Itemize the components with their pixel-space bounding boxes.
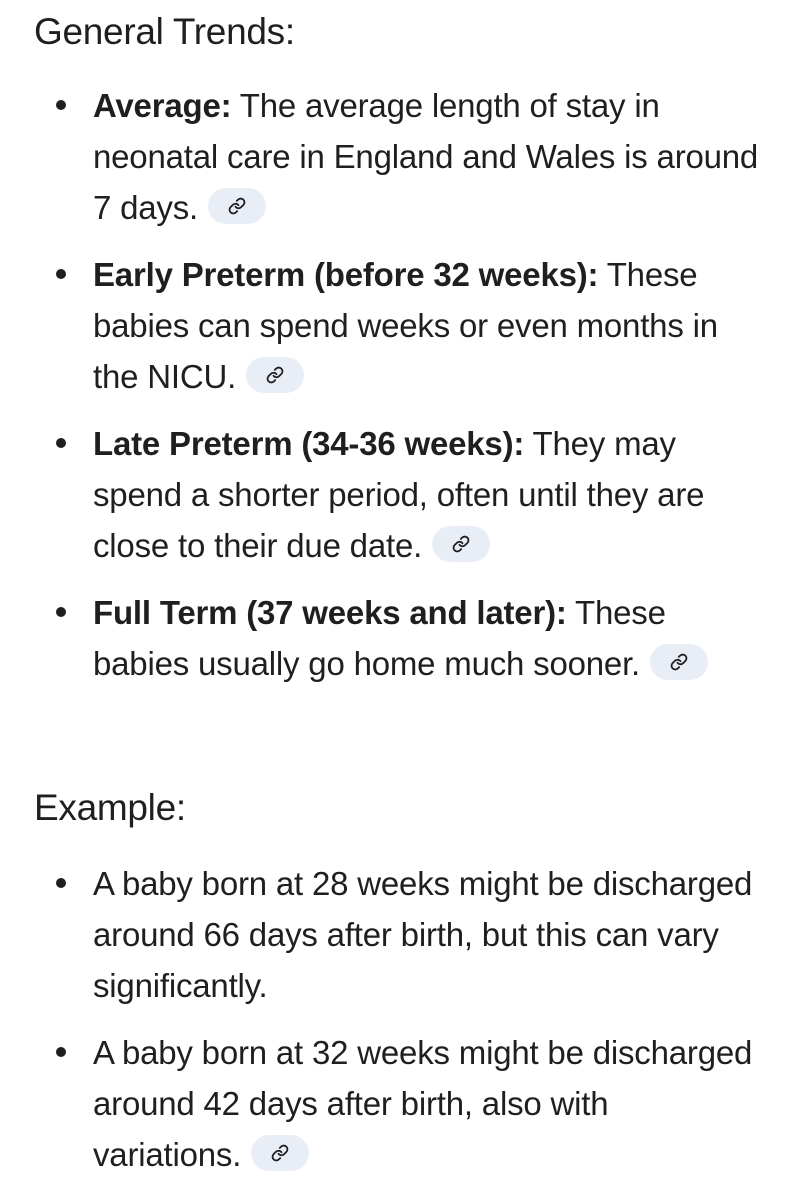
bullet-icon <box>56 607 66 617</box>
bullet-icon <box>56 438 66 448</box>
example-list <box>0 858 801 1196</box>
source-link-chip[interactable] <box>650 644 708 680</box>
list-item-late-preterm <box>0 418 801 571</box>
source-link-chip[interactable] <box>432 526 490 562</box>
item-text: The average length of stay in neonatal care in England and Wales is around 7 days. <box>93 87 759 226</box>
source-link-chip[interactable] <box>208 188 266 224</box>
general-trends-heading: General Trends: <box>34 11 295 52</box>
bullet-icon <box>56 1047 66 1057</box>
item-text: These babies usually go home much sooner. <box>93 594 666 682</box>
list-item-average <box>0 80 801 233</box>
term-label: Late Preterm (34-36 weeks): <box>93 425 525 462</box>
item-text: They may spend a shorter period, often until they are close to their due date. <box>93 425 705 564</box>
source-link-chip[interactable] <box>246 357 304 393</box>
item-text: These babies can spend weeks or even months in the NICU. <box>93 256 718 395</box>
link-icon <box>670 653 688 671</box>
bullet-icon <box>56 269 66 279</box>
list-item-early-preterm <box>0 249 801 402</box>
item-text: A baby born at 28 weeks might be discharged around 66 days after birth, but this can vary significantly. <box>93 865 753 1004</box>
term-label: Full Term (37 weeks and later): <box>93 594 567 631</box>
bullet-icon <box>56 100 66 110</box>
list-item-example-32-weeks <box>0 1027 801 1180</box>
link-icon <box>228 197 246 215</box>
source-link-chip[interactable] <box>251 1135 309 1171</box>
list-item-example-28-weeks <box>0 858 801 1011</box>
example-heading: Example: <box>34 787 186 828</box>
general-trends-list <box>0 80 801 705</box>
link-icon <box>271 1144 289 1162</box>
link-icon <box>266 366 284 384</box>
list-item-full-term <box>0 587 801 689</box>
item-text: A baby born at 32 weeks might be discharged around 42 days after birth, also with variations. <box>93 1034 753 1173</box>
bullet-icon <box>56 878 66 888</box>
term-label: Early Preterm (before 32 weeks): <box>93 256 599 293</box>
link-icon <box>452 535 470 553</box>
term-label: Average: <box>93 87 232 124</box>
